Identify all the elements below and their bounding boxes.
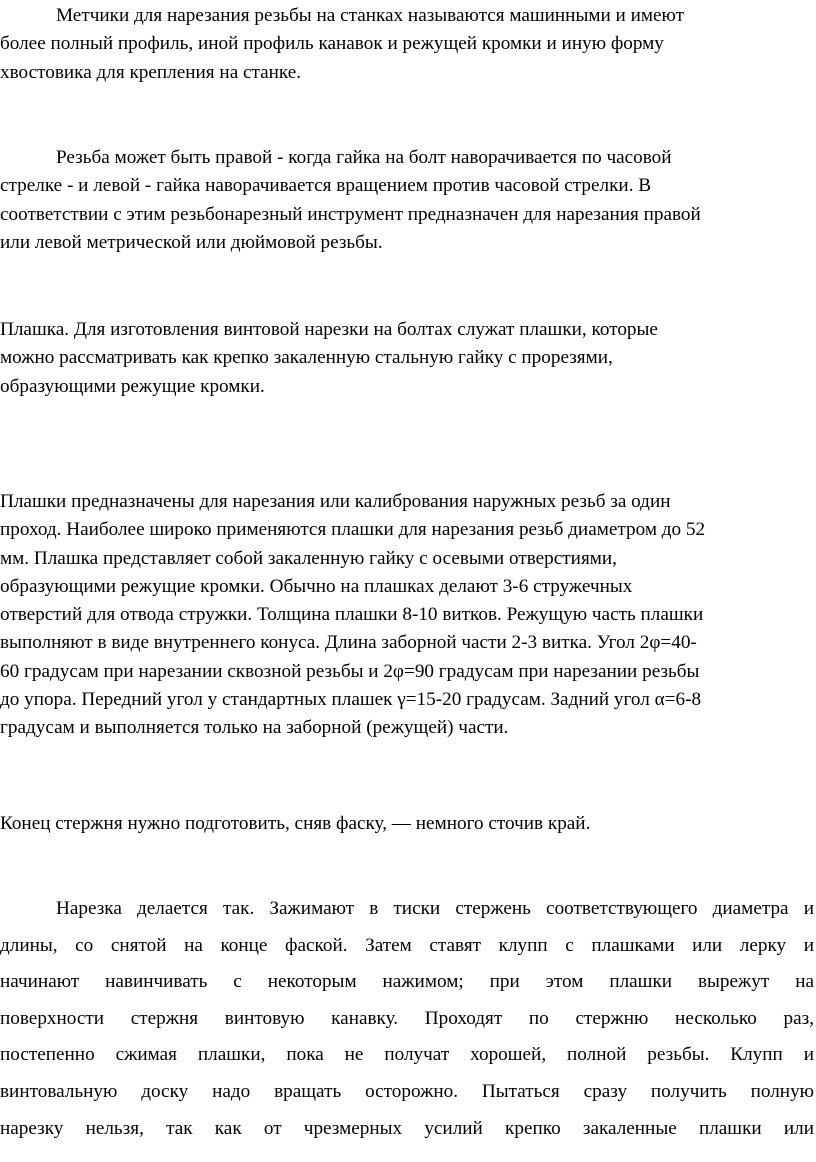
text-line: градусам и выполняется только на заборной (режущей) части. (0, 717, 509, 739)
text-line: поверхности стержня винтовую канавку. Проходят по стержню несколько раз, (0, 1007, 814, 1029)
text-line: Плашка. Для изготовления винтовой нарезки на болтах служат плашки, которые (0, 319, 658, 340)
text-line: образующими режущие кромки. (0, 375, 265, 397)
text-line: можно рассматривать как крепко закаленную стальную гайку с прорезями, (0, 347, 613, 369)
paragraph-threading-process (0, 891, 814, 1147)
paragraph-die-definition (0, 316, 658, 401)
text-line: более полный профиль, иной профиль канавок и режущей кромки и иную форму (0, 33, 664, 55)
text-line: стрелке - и левой - гайка наворачивается вращением против часовой стрелки. В (0, 175, 652, 197)
text-line: Метчики для нарезания резьбы на станках называются машинными и имеют (56, 5, 685, 26)
paragraph-thread-direction (0, 144, 701, 257)
text-line: или левой метрической или дюймовой резьбы. (0, 231, 383, 253)
text-line: образующими режущие кромки. Обычно на плашках делают 3-6 стружечных (0, 575, 633, 597)
paragraph-taps (0, 2, 684, 87)
paragraph-rod-prep (0, 810, 590, 838)
paragraph-die-purpose (0, 488, 705, 743)
text-line: хвостовика для крепления на станке. (0, 61, 302, 83)
text-line: соответствии с этим резьбонарезный инструмент предназначен для нарезания правой (0, 203, 701, 225)
text-line: до упора. Передний угол у стандартных плашек γ=15-20 градусам. Задний угол α=6-8 (0, 689, 702, 711)
text-line: Плашки предназначены для нарезания или калибрования наружных резьб за один (0, 491, 671, 512)
text-line: нарезку нельзя, так как от чрезмерных усилий крепко закаленные плашки или (0, 1117, 814, 1139)
text-line: мм. Плашка представляет собой закаленную гайку с осевыми отверстиями, (0, 547, 617, 569)
text-line: 60 градусам при нарезании сквозной резьбы и 2φ=90 градусам при нарезании резьбы (0, 660, 700, 682)
text-line: проход. Наиболее широко применяются плашки для нарезания резьб диаметром до 52 (0, 519, 706, 541)
text-line: отверстий для отвода стружки. Толщина плашки 8-10 витков. Режущую часть плашки (0, 604, 704, 626)
text-line: Резьба может быть правой - когда гайка на болт наворачивается по часовой (56, 147, 672, 168)
text-line: Нарезка делается так. Зажимают в тиски стержень соответствующего диаметра и (56, 898, 814, 919)
text-line: длины, со снятой на конце фаской. Затем ставят клупп с плашками или лерку и (0, 934, 814, 956)
text-line: Конец стержня нужно подготовить, сняв фаску, — немного сточив край. (0, 813, 591, 834)
text-line: винтовальную доску надо вращать осторожно. Пытаться сразу получить полную (0, 1080, 814, 1102)
text-line: начинают навинчивать с некоторым нажимом; при этом плашки вырежут на (0, 971, 814, 993)
text-line: постепенно сжимая плашки, пока не получат хорошей, полной резьбы. Клупп и (0, 1044, 814, 1066)
text-line: выполняют в виде внутреннего конуса. Длина заборной части 2-3 витка. Угол 2φ=40- (0, 632, 697, 654)
